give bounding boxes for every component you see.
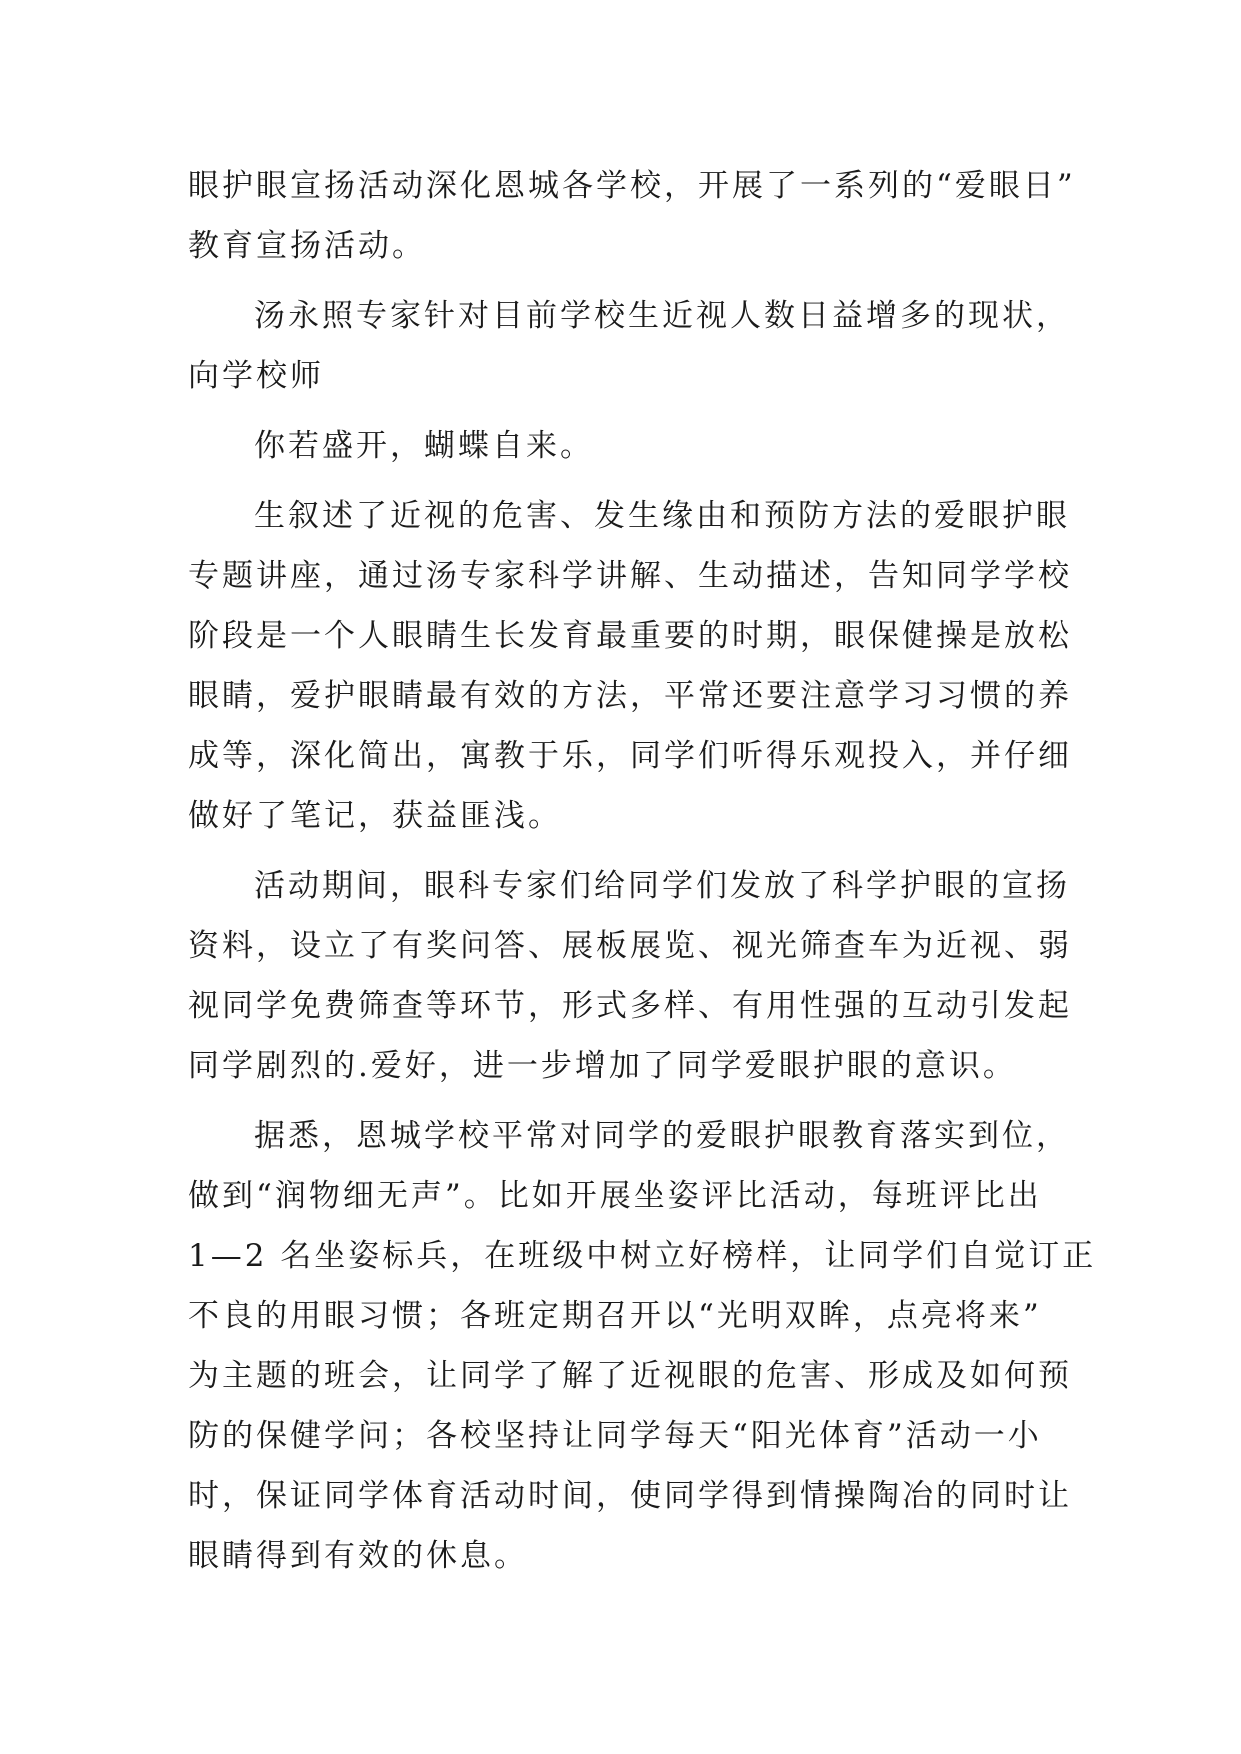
text-line: 成等，深化简出，寓教于乐，同学们听得乐观投入，并仔细 [188,738,1072,774]
text-line: 时，保证同学体育活动时间，使同学得到情操陶冶的同时让 [188,1478,1072,1514]
paragraph [188,156,1076,276]
paragraph [188,1106,1097,1586]
text-line: 教育宣扬活动。 [188,228,426,264]
text-line: 专题讲座，通过汤专家科学讲解、生动描述，告知同学学校 [188,558,1072,594]
paragraph [188,416,1068,476]
text-line: 做好了笔记，获益匪浅。 [188,798,562,834]
text-line: 为主题的班会，让同学了解了近视眼的危害、形成及如何预 [188,1358,1072,1394]
text-line: 眼睛得到有效的休息。 [188,1538,528,1574]
text-line: 做到“润物细无声”。比如开展坐姿评比活动，每班评比出 [188,1178,1042,1214]
text-line: 1—2 名坐姿标兵，在班级中树立好榜样，让同学们自觉订正 [188,1238,1097,1274]
text-line: 生叙述了近视的危害、发生缘由和预防方法的爱眼护眼 [254,498,1070,534]
text-line: 不良的用眼习惯；各班定期召开以“光明双眸，点亮将来” [188,1298,1042,1334]
paragraph [188,486,1072,846]
text-line: 据悉，恩城学校平常对同学的爱眼护眼教育落实到位， [254,1118,1070,1154]
text-line: 防的保健学问；各校坚持让同学每天“阳光体育”活动一小 [188,1418,1042,1454]
text-line: 阶段是一个人眼睛生长发育最重要的时期，眼保健操是放松 [188,618,1072,654]
paragraph [188,286,1068,406]
document-body [188,156,1097,1586]
text-line: 你若盛开，蝴蝶自来。 [254,428,594,464]
paragraph [188,856,1072,1096]
text-line: 资料，设立了有奖问答、展板展览、视光筛查车为近视、弱 [188,928,1072,964]
text-line: 活动期间，眼科专家们给同学们发放了科学护眼的宣扬 [254,868,1070,904]
text-line: 眼护眼宣扬活动深化恩城各学校，开展了一系列的“爱眼日” [188,168,1076,204]
text-line: 同学剧烈的.爱好，进一步增加了同学爱眼护眼的意识。 [188,1048,1017,1084]
text-line: 视同学免费筛查等环节，形式多样、有用性强的互动引发起 [188,988,1072,1024]
text-line: 汤永照专家针对目前学校生近视人数日益增多的现状， [254,298,1070,334]
text-line: 向学校师 [188,358,324,394]
text-line: 眼睛，爱护眼睛最有效的方法，平常还要注意学习习惯的养 [188,678,1072,714]
